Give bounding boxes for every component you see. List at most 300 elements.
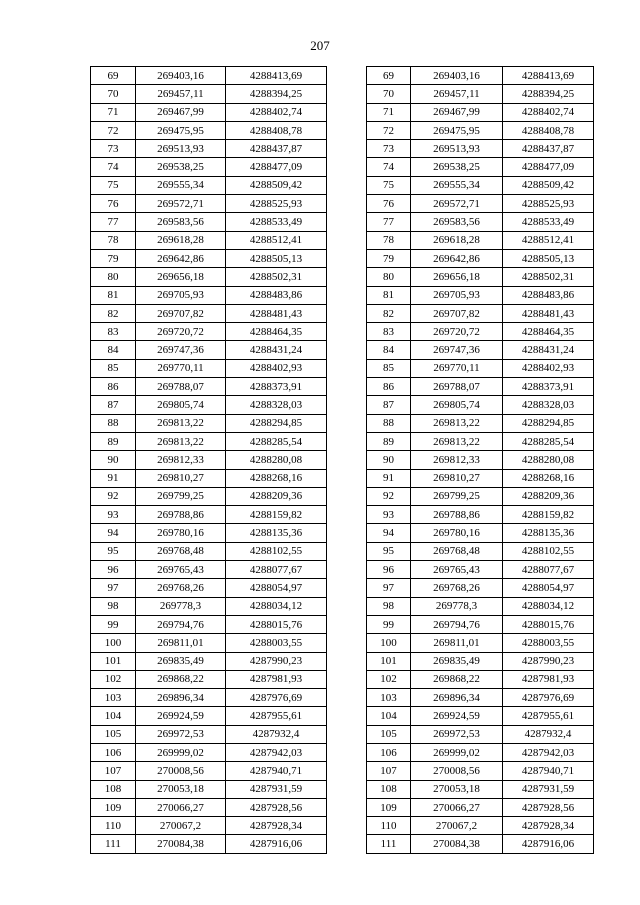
table-row: [91, 323, 327, 341]
point-number-cell: 109: [91, 798, 136, 816]
x-coordinate-cell: 269707,82: [411, 304, 503, 322]
point-number-cell: 73: [91, 140, 136, 158]
x-coordinate-cell: 269999,02: [411, 743, 503, 761]
page-number: 207: [310, 38, 330, 53]
y-coordinate-cell: 4288328,03: [226, 396, 327, 414]
point-number-cell: 94: [367, 524, 411, 542]
table-row: [91, 634, 327, 652]
y-coordinate-cell: 4287942,03: [226, 743, 327, 761]
table-row: [367, 689, 594, 707]
x-coordinate-cell: 270084,38: [411, 835, 503, 853]
x-coordinate-cell: 269705,93: [136, 286, 226, 304]
x-coordinate-cell: 269805,74: [411, 396, 503, 414]
table-row: [367, 670, 594, 688]
x-coordinate-cell: 269768,26: [136, 579, 226, 597]
point-number-cell: 100: [367, 634, 411, 652]
y-coordinate-cell: 4288280,08: [226, 451, 327, 469]
y-coordinate-cell: 4288102,55: [503, 542, 594, 560]
y-coordinate-cell: 4288512,41: [503, 231, 594, 249]
y-coordinate-cell: 4288525,93: [226, 195, 327, 213]
y-coordinate-cell: 4288431,24: [503, 341, 594, 359]
table-row: [91, 798, 327, 816]
x-coordinate-cell: 269707,82: [136, 304, 226, 322]
table-row: [367, 542, 594, 560]
x-coordinate-cell: 269538,25: [411, 158, 503, 176]
y-coordinate-cell: 4288477,09: [226, 158, 327, 176]
point-number-cell: 108: [91, 780, 136, 798]
table-row: [91, 268, 327, 286]
y-coordinate-cell: 4288512,41: [226, 231, 327, 249]
x-coordinate-cell: 269835,49: [411, 652, 503, 670]
table-row: [91, 85, 327, 103]
point-number-cell: 75: [367, 176, 411, 194]
y-coordinate-cell: 4287931,59: [226, 780, 327, 798]
point-number-cell: 104: [367, 707, 411, 725]
y-coordinate-cell: 4287928,34: [226, 817, 327, 835]
x-coordinate-cell: 269810,27: [136, 469, 226, 487]
point-number-cell: 81: [367, 286, 411, 304]
y-coordinate-cell: 4287928,56: [503, 798, 594, 816]
y-coordinate-cell: 4287916,06: [503, 835, 594, 853]
x-coordinate-cell: 270008,56: [136, 762, 226, 780]
point-number-cell: 93: [367, 506, 411, 524]
y-coordinate-cell: 4288294,85: [503, 414, 594, 432]
point-number-cell: 84: [91, 341, 136, 359]
table-row: [367, 359, 594, 377]
y-coordinate-cell: 4287940,71: [503, 762, 594, 780]
x-coordinate-cell: 269555,34: [136, 176, 226, 194]
x-coordinate-cell: 269813,22: [136, 414, 226, 432]
table-row: [367, 103, 594, 121]
y-coordinate-cell: 4288402,74: [226, 103, 327, 121]
x-coordinate-cell: 269572,71: [136, 195, 226, 213]
x-coordinate-cell: 269513,93: [136, 140, 226, 158]
y-coordinate-cell: 4288437,87: [503, 140, 594, 158]
table-row: [367, 195, 594, 213]
point-number-cell: 71: [91, 103, 136, 121]
y-coordinate-cell: 4287976,69: [503, 689, 594, 707]
y-coordinate-cell: 4288209,36: [503, 487, 594, 505]
x-coordinate-cell: 269705,93: [411, 286, 503, 304]
y-coordinate-cell: 4288280,08: [503, 451, 594, 469]
table-row: [91, 469, 327, 487]
y-coordinate-cell: 4287955,61: [503, 707, 594, 725]
x-coordinate-cell: 269896,34: [411, 689, 503, 707]
point-number-cell: 108: [367, 780, 411, 798]
y-coordinate-cell: 4287928,34: [503, 817, 594, 835]
point-number-cell: 75: [91, 176, 136, 194]
y-coordinate-cell: 4287976,69: [226, 689, 327, 707]
point-number-cell: 87: [91, 396, 136, 414]
point-number-cell: 101: [91, 652, 136, 670]
table-row: [367, 579, 594, 597]
table-row: [91, 524, 327, 542]
table-row: [367, 268, 594, 286]
y-coordinate-cell: 4288483,86: [226, 286, 327, 304]
table-row: [367, 213, 594, 231]
x-coordinate-cell: 269924,59: [136, 707, 226, 725]
x-coordinate-cell: 269583,56: [136, 213, 226, 231]
x-coordinate-cell: 269475,95: [136, 121, 226, 139]
y-coordinate-cell: 4288431,24: [226, 341, 327, 359]
y-coordinate-cell: 4288102,55: [226, 542, 327, 560]
x-coordinate-cell: 269768,26: [411, 579, 503, 597]
table-row: [367, 743, 594, 761]
table-row: [367, 798, 594, 816]
table-row: [91, 432, 327, 450]
table-row: [91, 561, 327, 579]
x-coordinate-cell: 269747,36: [136, 341, 226, 359]
table-row: [91, 817, 327, 835]
x-coordinate-cell: 270053,18: [136, 780, 226, 798]
y-coordinate-cell: 4287942,03: [503, 743, 594, 761]
table-row: [367, 524, 594, 542]
point-number-cell: 82: [91, 304, 136, 322]
point-number-cell: 96: [91, 561, 136, 579]
point-number-cell: 90: [367, 451, 411, 469]
table-row: [91, 304, 327, 322]
y-coordinate-cell: 4287932,4: [503, 725, 594, 743]
x-coordinate-cell: 269618,28: [411, 231, 503, 249]
table-row: [367, 597, 594, 615]
point-number-cell: 93: [91, 506, 136, 524]
y-coordinate-cell: 4288505,13: [226, 249, 327, 267]
table-row: [91, 249, 327, 267]
point-number-cell: 81: [91, 286, 136, 304]
y-coordinate-cell: 4288402,74: [503, 103, 594, 121]
x-coordinate-cell: 269403,16: [136, 67, 226, 85]
point-number-cell: 92: [91, 487, 136, 505]
y-coordinate-cell: 4288034,12: [226, 597, 327, 615]
point-number-cell: 99: [367, 615, 411, 633]
table-row: [367, 414, 594, 432]
point-number-cell: 98: [367, 597, 411, 615]
x-coordinate-cell: 269720,72: [136, 323, 226, 341]
x-coordinate-cell: 269799,25: [136, 487, 226, 505]
x-coordinate-cell: 269812,33: [136, 451, 226, 469]
y-coordinate-cell: 4287955,61: [226, 707, 327, 725]
point-number-cell: 95: [367, 542, 411, 560]
x-coordinate-cell: 269583,56: [411, 213, 503, 231]
table-row: [91, 158, 327, 176]
table-row: [91, 213, 327, 231]
y-coordinate-cell: 4288285,54: [226, 432, 327, 450]
table-row: [367, 780, 594, 798]
point-number-cell: 106: [91, 743, 136, 761]
x-coordinate-cell: 269770,11: [411, 359, 503, 377]
y-coordinate-cell: 4288477,09: [503, 158, 594, 176]
table-row: [367, 817, 594, 835]
x-coordinate-cell: 269770,11: [136, 359, 226, 377]
table-row: [367, 725, 594, 743]
x-coordinate-cell: 269835,49: [136, 652, 226, 670]
x-coordinate-cell: 269642,86: [411, 249, 503, 267]
y-coordinate-cell: 4288294,85: [226, 414, 327, 432]
x-coordinate-cell: 269513,93: [411, 140, 503, 158]
x-coordinate-cell: 269896,34: [136, 689, 226, 707]
table-row: [91, 414, 327, 432]
x-coordinate-cell: 270067,2: [136, 817, 226, 835]
point-number-cell: 88: [91, 414, 136, 432]
table-row: [91, 579, 327, 597]
point-number-cell: 98: [91, 597, 136, 615]
table-row: [91, 396, 327, 414]
coordinates-table-left: [90, 66, 327, 854]
table-row: [91, 195, 327, 213]
x-coordinate-cell: 269813,22: [411, 432, 503, 450]
y-coordinate-cell: 4288502,31: [503, 268, 594, 286]
y-coordinate-cell: 4288481,43: [226, 304, 327, 322]
point-number-cell: 87: [367, 396, 411, 414]
point-number-cell: 74: [91, 158, 136, 176]
point-number-cell: 73: [367, 140, 411, 158]
x-coordinate-cell: 269799,25: [411, 487, 503, 505]
point-number-cell: 84: [367, 341, 411, 359]
table-row: [367, 158, 594, 176]
table-row: [367, 451, 594, 469]
x-coordinate-cell: 269868,22: [136, 670, 226, 688]
table-row: [91, 780, 327, 798]
point-number-cell: 97: [367, 579, 411, 597]
point-number-cell: 74: [367, 158, 411, 176]
table-row: [367, 231, 594, 249]
point-number-cell: 70: [91, 85, 136, 103]
y-coordinate-cell: 4287990,23: [226, 652, 327, 670]
point-number-cell: 70: [367, 85, 411, 103]
table-row: [367, 67, 594, 85]
y-coordinate-cell: 4288159,82: [226, 506, 327, 524]
y-coordinate-cell: 4288402,93: [226, 359, 327, 377]
point-number-cell: 86: [367, 378, 411, 396]
table-row: [367, 762, 594, 780]
y-coordinate-cell: 4288003,55: [226, 634, 327, 652]
y-coordinate-cell: 4288481,43: [503, 304, 594, 322]
x-coordinate-cell: 269467,99: [411, 103, 503, 121]
x-coordinate-cell: 269972,53: [411, 725, 503, 743]
point-number-cell: 103: [367, 689, 411, 707]
point-number-cell: 77: [91, 213, 136, 231]
x-coordinate-cell: 269794,76: [136, 615, 226, 633]
y-coordinate-cell: 4288394,25: [503, 85, 594, 103]
point-number-cell: 106: [367, 743, 411, 761]
point-number-cell: 101: [367, 652, 411, 670]
point-number-cell: 89: [367, 432, 411, 450]
x-coordinate-cell: 269768,48: [136, 542, 226, 560]
point-number-cell: 83: [367, 323, 411, 341]
table-row: [367, 835, 594, 853]
y-coordinate-cell: 4288483,86: [503, 286, 594, 304]
point-number-cell: 105: [367, 725, 411, 743]
point-number-cell: 79: [367, 249, 411, 267]
point-number-cell: 91: [367, 469, 411, 487]
point-number-cell: 86: [91, 378, 136, 396]
y-coordinate-cell: 4288015,76: [226, 615, 327, 633]
table-row: [367, 634, 594, 652]
table-row: [91, 359, 327, 377]
y-coordinate-cell: 4287981,93: [503, 670, 594, 688]
y-coordinate-cell: 4288268,16: [503, 469, 594, 487]
table-row: [91, 176, 327, 194]
x-coordinate-cell: 269747,36: [411, 341, 503, 359]
table-row: [367, 323, 594, 341]
x-coordinate-cell: 269765,43: [136, 561, 226, 579]
point-number-cell: 85: [367, 359, 411, 377]
x-coordinate-cell: 269788,86: [411, 506, 503, 524]
y-coordinate-cell: 4288464,35: [503, 323, 594, 341]
y-coordinate-cell: 4288509,42: [226, 176, 327, 194]
x-coordinate-cell: 270066,27: [136, 798, 226, 816]
y-coordinate-cell: 4288328,03: [503, 396, 594, 414]
point-number-cell: 94: [91, 524, 136, 542]
point-number-cell: 85: [91, 359, 136, 377]
table-row: [91, 67, 327, 85]
table-row: [367, 561, 594, 579]
y-coordinate-cell: 4288413,69: [226, 67, 327, 85]
point-number-cell: 69: [367, 67, 411, 85]
point-number-cell: 96: [367, 561, 411, 579]
y-coordinate-cell: 4288373,91: [503, 378, 594, 396]
x-coordinate-cell: 269794,76: [411, 615, 503, 633]
y-coordinate-cell: 4287916,06: [226, 835, 327, 853]
y-coordinate-cell: 4288502,31: [226, 268, 327, 286]
point-number-cell: 102: [91, 670, 136, 688]
point-number-cell: 107: [91, 762, 136, 780]
table-row: [91, 506, 327, 524]
x-coordinate-cell: 269813,22: [411, 414, 503, 432]
x-coordinate-cell: 269765,43: [411, 561, 503, 579]
y-coordinate-cell: 4288509,42: [503, 176, 594, 194]
table-row: [367, 176, 594, 194]
y-coordinate-cell: 4288408,78: [226, 121, 327, 139]
table-row: [91, 670, 327, 688]
point-number-cell: 109: [367, 798, 411, 816]
table-row: [91, 762, 327, 780]
x-coordinate-cell: 269780,16: [136, 524, 226, 542]
table-row: [367, 487, 594, 505]
y-coordinate-cell: 4288525,93: [503, 195, 594, 213]
y-coordinate-cell: 4287932,4: [226, 725, 327, 743]
y-coordinate-cell: 4288464,35: [226, 323, 327, 341]
y-coordinate-cell: 4288373,91: [226, 378, 327, 396]
point-number-cell: 103: [91, 689, 136, 707]
x-coordinate-cell: 270084,38: [136, 835, 226, 853]
point-number-cell: 91: [91, 469, 136, 487]
coordinates-table-right: [366, 66, 594, 854]
table-row: [367, 249, 594, 267]
table-row: [91, 725, 327, 743]
table-row: [367, 432, 594, 450]
y-coordinate-cell: 4288533,49: [503, 213, 594, 231]
point-number-cell: 89: [91, 432, 136, 450]
point-number-cell: 110: [367, 817, 411, 835]
point-number-cell: 79: [91, 249, 136, 267]
table-row: [91, 231, 327, 249]
y-coordinate-cell: 4288015,76: [503, 615, 594, 633]
table-row: [91, 835, 327, 853]
x-coordinate-cell: 269555,34: [411, 176, 503, 194]
point-number-cell: 102: [367, 670, 411, 688]
point-number-cell: 97: [91, 579, 136, 597]
table-row: [367, 341, 594, 359]
point-number-cell: 76: [367, 195, 411, 213]
x-coordinate-cell: 269972,53: [136, 725, 226, 743]
point-number-cell: 78: [91, 231, 136, 249]
x-coordinate-cell: 269618,28: [136, 231, 226, 249]
x-coordinate-cell: 269805,74: [136, 396, 226, 414]
x-coordinate-cell: 269788,07: [411, 378, 503, 396]
table-row: [91, 707, 327, 725]
y-coordinate-cell: 4288408,78: [503, 121, 594, 139]
x-coordinate-cell: 269811,01: [411, 634, 503, 652]
x-coordinate-cell: 270008,56: [411, 762, 503, 780]
y-coordinate-cell: 4288034,12: [503, 597, 594, 615]
y-coordinate-cell: 4287940,71: [226, 762, 327, 780]
table-row: [367, 506, 594, 524]
x-coordinate-cell: 269656,18: [411, 268, 503, 286]
x-coordinate-cell: 269868,22: [411, 670, 503, 688]
table-row: [91, 743, 327, 761]
table-row: [367, 378, 594, 396]
table-row: [91, 121, 327, 139]
x-coordinate-cell: 269538,25: [136, 158, 226, 176]
point-number-cell: 80: [367, 268, 411, 286]
point-number-cell: 71: [367, 103, 411, 121]
x-coordinate-cell: 269778,3: [411, 597, 503, 615]
table-row: [367, 140, 594, 158]
x-coordinate-cell: 269999,02: [136, 743, 226, 761]
point-number-cell: 92: [367, 487, 411, 505]
x-coordinate-cell: 269813,22: [136, 432, 226, 450]
table-row: [367, 615, 594, 633]
point-number-cell: 99: [91, 615, 136, 633]
table-row: [367, 707, 594, 725]
y-coordinate-cell: 4288413,69: [503, 67, 594, 85]
point-number-cell: 110: [91, 817, 136, 835]
table-row: [367, 85, 594, 103]
x-coordinate-cell: 270067,2: [411, 817, 503, 835]
x-coordinate-cell: 269656,18: [136, 268, 226, 286]
x-coordinate-cell: 269811,01: [136, 634, 226, 652]
point-number-cell: 90: [91, 451, 136, 469]
y-coordinate-cell: 4288077,67: [503, 561, 594, 579]
x-coordinate-cell: 269924,59: [411, 707, 503, 725]
table-row: [91, 487, 327, 505]
table-row: [367, 396, 594, 414]
table-row: [91, 615, 327, 633]
point-number-cell: 78: [367, 231, 411, 249]
x-coordinate-cell: 269572,71: [411, 195, 503, 213]
point-number-cell: 100: [91, 634, 136, 652]
x-coordinate-cell: 269720,72: [411, 323, 503, 341]
table-row: [91, 451, 327, 469]
table-row: [367, 121, 594, 139]
point-number-cell: 72: [91, 121, 136, 139]
y-coordinate-cell: 4287931,59: [503, 780, 594, 798]
table-row: [91, 140, 327, 158]
y-coordinate-cell: 4288402,93: [503, 359, 594, 377]
x-coordinate-cell: 269780,16: [411, 524, 503, 542]
x-coordinate-cell: 269812,33: [411, 451, 503, 469]
y-coordinate-cell: 4287990,23: [503, 652, 594, 670]
x-coordinate-cell: 269788,07: [136, 378, 226, 396]
x-coordinate-cell: 269475,95: [411, 121, 503, 139]
y-coordinate-cell: 4288054,97: [226, 579, 327, 597]
table-row: [91, 652, 327, 670]
table-row: [367, 652, 594, 670]
point-number-cell: 111: [367, 835, 411, 853]
x-coordinate-cell: 270053,18: [411, 780, 503, 798]
point-number-cell: 76: [91, 195, 136, 213]
